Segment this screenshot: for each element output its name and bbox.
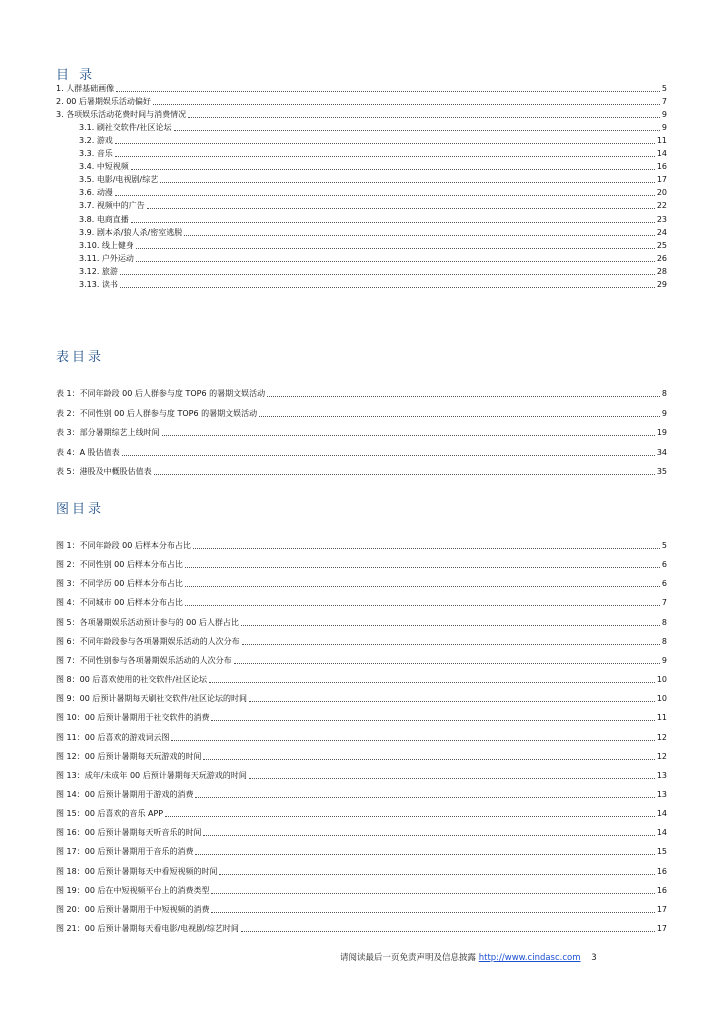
dot-leader — [188, 116, 660, 118]
toc-entry-number: 3.5. — [79, 175, 95, 185]
toc-entry-number: 1. — [56, 84, 64, 93]
tables-entry-page: 34 — [656, 447, 667, 457]
dot-leader — [184, 234, 655, 236]
toc-entry-number: 3.1. — [79, 123, 95, 133]
toc-entry-page: 23 — [656, 214, 667, 224]
dot-leader — [136, 260, 655, 262]
tables-entry-title: ：不同年龄段 00 后人群参与度 TOP6 的暑期文娱活动 — [71, 389, 266, 398]
dot-leader — [185, 604, 660, 606]
figures-entry-page: 7 — [661, 598, 667, 608]
tables-entry-number: 表 3 — [56, 428, 72, 437]
figures-entry-title: ：00 后喜欢使用的社交软件/社区论坛 — [71, 675, 208, 685]
figures-entry[interactable] — [56, 617, 667, 628]
figures-entry[interactable] — [56, 846, 667, 857]
toc-entry-title: 00 后暑期娱乐活动偏好 — [66, 97, 151, 107]
figures-entry-page: 17 — [656, 924, 667, 933]
toc-entry-page: 26 — [656, 253, 667, 263]
figures-entry[interactable] — [56, 789, 667, 800]
toc-entry-page: 22 — [656, 201, 667, 211]
toc-entry[interactable] — [79, 174, 667, 185]
toc-entry-number: 3.12. — [79, 266, 100, 276]
figures-entry-page: 5 — [661, 541, 667, 550]
figures-entry-page: 9 — [661, 655, 667, 665]
figures-entry-number: 图 16 — [56, 828, 77, 838]
figures-entry-title: ：00 后预计暑期每天刷社交软件/社区论坛的时间 — [71, 694, 248, 704]
tables-entry[interactable] — [56, 408, 667, 419]
page-footer — [340, 951, 680, 963]
toc-entry-number: 3. — [56, 110, 64, 120]
toc-entry-title: 游戏 — [96, 136, 113, 146]
figures-entry-number: 图 17 — [56, 847, 77, 857]
dot-leader — [209, 681, 655, 683]
dot-leader — [115, 194, 655, 196]
toc-entry-number: 3.10. — [79, 240, 100, 250]
figures-entry-number: 图 1 — [56, 541, 72, 550]
figures-entry-page: 6 — [661, 560, 667, 570]
dot-leader — [203, 834, 654, 836]
toc-entry-title: 刷社交软件/社区论坛 — [96, 123, 172, 133]
dot-leader — [160, 181, 655, 183]
toc-entry-title: 人群基础画像 — [66, 84, 115, 93]
toc-entry-page: 9 — [661, 123, 667, 133]
dot-leader — [122, 454, 655, 456]
figures-entry-page: 10 — [656, 675, 667, 685]
toc-entry[interactable] — [79, 122, 667, 133]
toc-entry[interactable] — [79, 227, 667, 238]
figures-entry-page: 14 — [656, 809, 667, 819]
figures-entry-title: ：00 后喜欢的游戏词云图 — [76, 732, 170, 742]
toc-entry-title: 电影/电视剧/综艺 — [96, 175, 159, 185]
figures-entry[interactable] — [56, 808, 667, 819]
toc-entry[interactable] — [79, 253, 667, 264]
figures-entry-number: 图 19 — [56, 885, 77, 895]
dot-leader — [195, 853, 654, 855]
figures-entry-number: 图 13 — [56, 770, 77, 780]
toc-entry-page: 16 — [656, 162, 667, 172]
figures-entry-number: 图 11 — [56, 732, 77, 742]
dot-leader — [131, 168, 655, 170]
dot-leader — [211, 911, 654, 913]
toc-entry-number: 3.7. — [79, 201, 95, 211]
dot-leader — [195, 796, 654, 798]
toc-entry-number: 3.2. — [79, 136, 95, 146]
figures-entry-page: 8 — [661, 636, 667, 646]
dot-leader — [136, 247, 655, 249]
figures-entry-title: ：不同年龄段参与各项暑期娱乐活动的人次分布 — [71, 636, 240, 646]
figures-entry[interactable] — [56, 597, 667, 608]
dot-leader — [249, 700, 655, 702]
tables-entry-title: ：不同性别 00 后人群参与度 TOP6 的暑期文娱活动 — [71, 408, 258, 418]
toc-entry-number: 3.4. — [79, 162, 95, 172]
figures-entry-title: ：不同城市 00 后样本分布占比 — [71, 598, 183, 608]
dot-leader — [267, 395, 660, 397]
figures-entry-page: 16 — [656, 885, 667, 895]
tables-entry[interactable] — [56, 427, 667, 438]
toc-entry-title: 线上健身 — [101, 240, 134, 250]
toc-entry-number: 2. — [56, 97, 64, 107]
toc-entry[interactable] — [79, 279, 667, 290]
toc-entry-title: 旅游 — [101, 266, 118, 276]
figures-entry[interactable] — [56, 674, 667, 685]
figures-entry-page: 17 — [656, 904, 667, 914]
tables-heading: 表目录 — [56, 350, 105, 365]
toc-entry-title: 剧本杀/狼人杀/密室逃脱 — [96, 227, 183, 237]
figures-entry-number: 图 12 — [56, 751, 77, 761]
toc-entry-number: 3.13. — [79, 279, 100, 289]
figures-entry[interactable] — [56, 636, 667, 647]
figures-entry-number: 图 10 — [56, 713, 77, 723]
figures-entry[interactable] — [56, 751, 667, 762]
dot-leader — [115, 155, 655, 157]
toc-entry-number: 3.8. — [79, 214, 95, 224]
toc-entry[interactable] — [56, 96, 667, 107]
figures-entry-page: 6 — [661, 579, 667, 589]
figures-entry-number: 图 6 — [56, 636, 72, 646]
figures-entry-title: ：各项暑期娱乐活动预计参与的 00 后人群占比 — [71, 617, 239, 627]
toc-entry-page: 17 — [656, 175, 667, 185]
toc-entry-number: 3.11. — [79, 253, 100, 263]
toc-entry[interactable] — [79, 148, 667, 159]
toc-entry[interactable] — [79, 161, 667, 172]
toc-entry-title: 各项娱乐活动花费时间与消费情况 — [66, 110, 187, 120]
figures-entry[interactable] — [56, 655, 667, 666]
toc-entry[interactable] — [56, 109, 667, 120]
figures-entry-page: 12 — [656, 732, 667, 742]
dot-leader — [249, 777, 655, 779]
figures-entry-number: 图 15 — [56, 809, 77, 819]
figures-entry-page: 8 — [661, 617, 667, 627]
figures-entry[interactable] — [56, 712, 667, 723]
toc-entry-title: 中短视频 — [96, 162, 129, 172]
figures-entry-title: ：不同性别参与各项暑期娱乐活动的人次分布 — [71, 655, 232, 665]
dot-leader — [171, 739, 654, 741]
figures-entry-number: 图 5 — [56, 617, 72, 627]
dot-leader — [120, 286, 655, 288]
figures-entry-page: 11 — [656, 713, 667, 723]
figures-entry-title: ：00 后预计暑期每天看电影/电视剧/综艺时间 — [76, 924, 239, 933]
figures-entry[interactable] — [56, 693, 667, 704]
figures-entry-number: 图 2 — [56, 560, 72, 570]
toc-entry-title: 视频中的广告 — [96, 201, 145, 211]
tables-entry-title: ：部分暑期综艺上线时间 — [71, 428, 160, 437]
dot-leader — [242, 643, 660, 645]
dot-leader — [259, 415, 660, 417]
figures-entry-number: 图 7 — [56, 655, 72, 665]
tables-entry-title: ：A 股估值表 — [71, 447, 120, 457]
figures-entry-title: ：不同年龄段 00 后样本分布占比 — [71, 541, 191, 550]
figures-entry[interactable] — [56, 559, 667, 570]
figures-entry[interactable] — [56, 866, 667, 877]
toc-entry[interactable] — [79, 135, 667, 146]
tables-entry-number: 表 4 — [56, 447, 72, 457]
dot-leader — [131, 221, 655, 223]
tables-entry-page: 19 — [656, 428, 667, 437]
figures-entry[interactable] — [56, 540, 667, 551]
figures-entry-title: ：00 后预计暑期用于中短视频的消费 — [76, 904, 210, 914]
figures-entry-title: ：00 后预计暑期用于游戏的消费 — [76, 789, 194, 799]
figures-entry[interactable] — [56, 923, 667, 934]
figures-entry[interactable] — [56, 827, 667, 838]
figures-entry-number: 图 8 — [56, 675, 72, 685]
toc-entry[interactable] — [56, 83, 667, 94]
figures-entry-title: ：不同学历 00 后样本分布占比 — [71, 579, 183, 589]
toc-entry-number: 3.9. — [79, 227, 95, 237]
figures-entry-page: 13 — [656, 789, 667, 799]
toc-entry-title: 读书 — [101, 279, 118, 289]
figures-entry-title: ：00 后喜欢的音乐 APP — [76, 809, 164, 819]
dot-leader — [162, 434, 655, 436]
toc-entry-page: 20 — [656, 188, 667, 198]
figures-entry-number: 图 18 — [56, 866, 77, 876]
dot-leader — [147, 207, 655, 209]
tables-entry[interactable] — [56, 447, 667, 458]
toc-entry-page: 5 — [661, 84, 667, 93]
dot-leader — [241, 624, 660, 626]
toc-entry[interactable] — [79, 266, 667, 277]
tables-entry-number: 表 5 — [56, 467, 72, 476]
footer-disclaimer: 请阅读最后一页免责声明及信息披露 — [340, 953, 477, 963]
figures-entry-title: ：00 后预计暑期每天听音乐的时间 — [76, 828, 202, 838]
figures-entry-title: ：00 后预计暑期用于社交软件的消费 — [76, 713, 210, 723]
figures-heading: 图目录 — [56, 502, 105, 517]
figures-entry-number: 图 20 — [56, 904, 77, 914]
figures-entry-page: 12 — [656, 751, 667, 761]
tables-entry[interactable] — [56, 466, 667, 477]
dot-leader — [153, 103, 660, 105]
toc-entry-page: 29 — [656, 279, 667, 289]
dot-leader — [234, 662, 660, 664]
figures-entry[interactable] — [56, 904, 667, 915]
figures-entry-title: ：不同性别 00 后样本分布占比 — [71, 560, 183, 570]
tables-entry-number: 表 1 — [56, 389, 72, 398]
tables-entry-page: 8 — [661, 389, 667, 398]
toc-entry-number: 3.6. — [79, 188, 95, 198]
toc-entry-title: 音乐 — [96, 149, 113, 159]
tables-entry-page: 35 — [656, 467, 667, 476]
figures-entry-number: 图 3 — [56, 579, 72, 589]
figures-entry-title: ：00 后预计暑期用于音乐的消费 — [76, 847, 194, 857]
dot-leader — [165, 815, 655, 817]
tables-entry-number: 表 2 — [56, 408, 72, 418]
dot-leader — [193, 547, 660, 549]
toc-entry-number: 3.3. — [79, 149, 95, 159]
figures-entry-page: 14 — [656, 828, 667, 838]
dot-leader — [115, 142, 655, 144]
figures-entry[interactable] — [56, 885, 667, 896]
toc-entry-page: 24 — [656, 227, 667, 237]
figures-entry-page: 15 — [656, 847, 667, 857]
dot-leader — [185, 566, 660, 568]
figures-entry-page: 10 — [656, 694, 667, 704]
dot-leader — [174, 129, 660, 131]
dot-leader — [211, 719, 654, 721]
tables-entry-page: 9 — [661, 408, 667, 418]
toc-heading: 目 录 — [56, 68, 96, 83]
toc-entry-page: 7 — [661, 97, 667, 107]
figures-entry[interactable] — [56, 732, 667, 743]
toc-entry[interactable] — [79, 214, 667, 225]
toc-entry-page: 11 — [656, 136, 667, 146]
dot-leader — [116, 90, 660, 92]
toc-entry-title: 电商直播 — [96, 214, 129, 224]
toc-entry-title: 户外运动 — [101, 253, 134, 263]
figures-entry-page: 16 — [656, 866, 667, 876]
toc-entry-page: 25 — [656, 240, 667, 250]
figures-entry-title: ：00 后预计暑期每天玩游戏的时间 — [76, 751, 202, 761]
dot-leader — [241, 930, 655, 932]
toc-entry-page: 28 — [656, 266, 667, 276]
figures-entry-page: 13 — [656, 770, 667, 780]
tables-entry[interactable] — [56, 388, 667, 399]
dot-leader — [120, 273, 655, 275]
figures-entry-title: ：00 后预计暑期每天中看短视频的时间 — [76, 866, 218, 876]
figures-entry-title: ：00 后在中短视频平台上的消费类型 — [76, 885, 210, 895]
toc-entry[interactable] — [79, 200, 667, 211]
figures-entry-number: 图 14 — [56, 789, 77, 799]
dot-leader — [185, 585, 660, 587]
figures-entry-number: 图 4 — [56, 598, 72, 608]
toc-entry[interactable] — [79, 240, 667, 251]
dot-leader — [219, 873, 654, 875]
footer-page-number: 3 — [591, 953, 597, 963]
figures-entry[interactable] — [56, 770, 667, 781]
figures-entry-title: ：成年/未成年 00 后预计暑期每天玩游戏的时间 — [76, 770, 247, 780]
figures-entry[interactable] — [56, 578, 667, 589]
dot-leader — [154, 473, 655, 475]
dot-leader — [203, 758, 654, 760]
toc-entry-title: 动漫 — [96, 188, 113, 198]
figures-entry-number: 图 9 — [56, 694, 72, 704]
tables-entry-title: ：港股及中概股估值表 — [71, 467, 152, 476]
toc-entry-page: 14 — [656, 149, 667, 159]
dot-leader — [211, 892, 654, 894]
footer-website-link[interactable]: http://www.cindasc.com — [478, 953, 581, 963]
toc-entry-page: 9 — [661, 110, 667, 120]
toc-entry[interactable] — [79, 187, 667, 198]
figures-entry-number: 图 21 — [56, 924, 77, 933]
